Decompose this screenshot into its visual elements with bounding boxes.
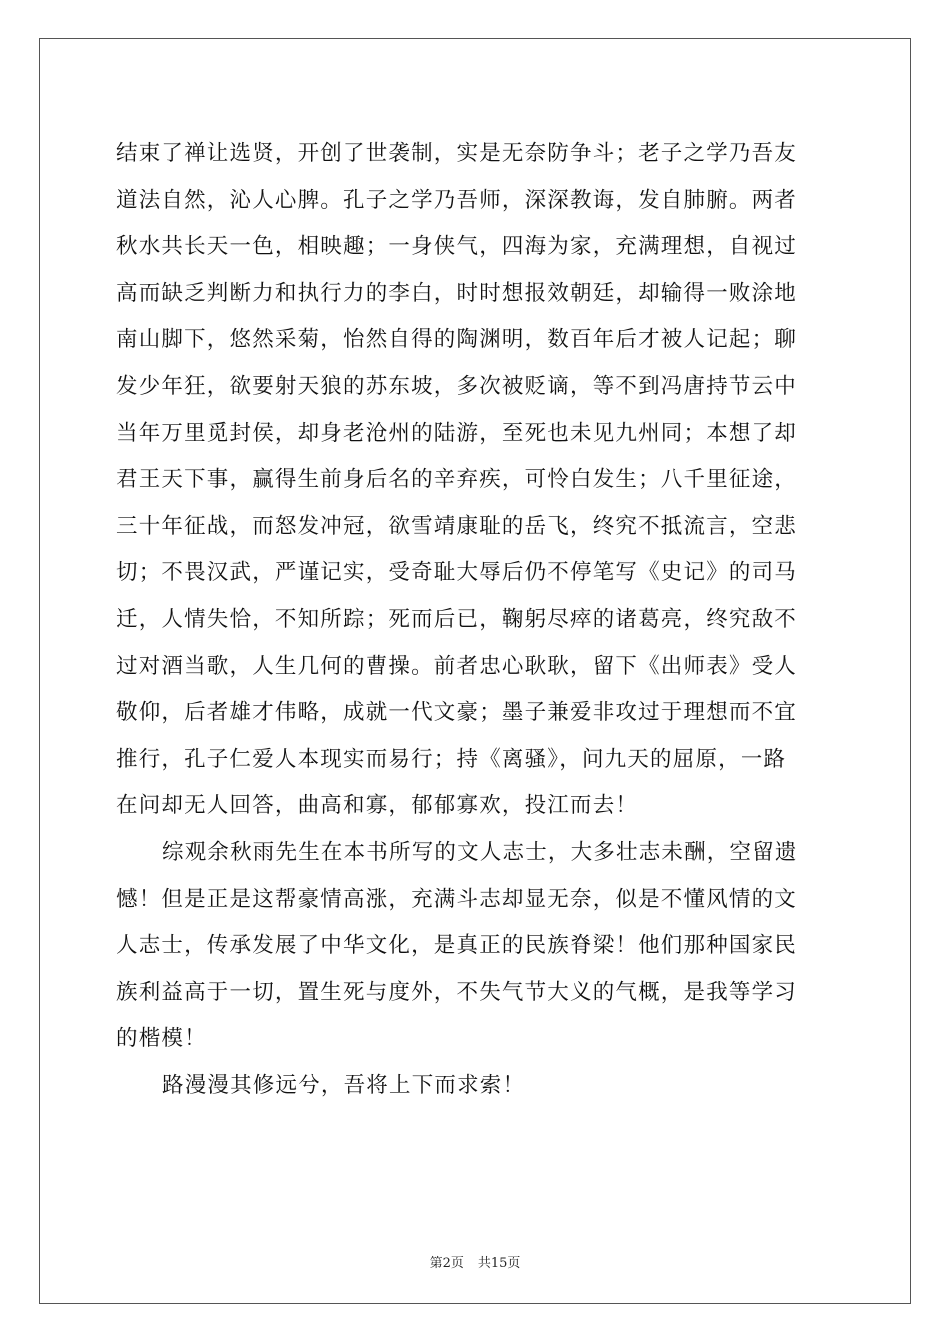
text-line: 迁，人情失恰，不知所踪；死而后已，鞠躬尽瘁的诸葛亮，终究敌不: [116, 606, 798, 632]
text-line: 憾！但是正是这帮豪情高涨，充满斗志却显无奈，似是不懂风情的文: [116, 886, 798, 912]
total-pages: 共15页: [477, 1256, 521, 1271]
text-line: 推行，孔子仁爱人本现实而易行；持《离骚》，问九天的屈原，一路: [116, 746, 787, 772]
paragraph-first-line: 综观余秋雨先生在本书所写的文人志士，大多壮志未酬，空留遗: [162, 839, 798, 865]
text-line: 结束了禅让选贤，开创了世袭制，实是无奈防争斗；老子之学乃吾友: [116, 141, 798, 166]
text-line: 君王天下事，赢得生前身后名的辛弃疾，可怜白发生；八千里征途，: [116, 467, 798, 493]
paragraph-first-line: 路漫漫其修远兮，吾将上下而求索！: [162, 1072, 526, 1098]
text-line: 高而缺乏判断力和执行力的李白，时时想报效朝廷，却输得一败涂地: [116, 280, 798, 306]
text-line: 切；不畏汉武，严谨记实，受奇耻大辱后仍不停笔写《史记》的司马: [116, 560, 798, 586]
text-line: 的楷模！: [116, 1026, 207, 1052]
text-line: 三十年征战，而怒发冲冠，欲雪靖康耻的岳飞，终究不抵流言，空悲: [116, 513, 798, 539]
page-footer: [0, 1252, 950, 1271]
text-line: 道法自然，沁人心脾。孔子之学乃吾师，深深教诲，发自肺腑。两者: [116, 187, 798, 213]
document-body: [116, 131, 836, 1109]
text-line: 南山脚下，悠然采菊，怡然自得的陶渊明，数百年后才被人记起；聊: [116, 327, 798, 353]
text-line: 人志士，传承发展了中华文化，是真正的民族脊梁！他们那种国家民: [116, 933, 798, 959]
page-number: 第2页: [429, 1256, 464, 1271]
text-line: 秋水共长天一色，相映趣；一身侠气，四海为家，充满理想，自视过: [116, 234, 798, 260]
text-line: 当年万里觅封侯，却身老沧州的陆游，至死也未见九州同；本想了却: [116, 420, 798, 446]
text-line: 敬仰，后者雄才伟略，成就一代文豪；墨子兼爱非攻过于理想而不宜: [116, 700, 798, 726]
text-line: 过对酒当歌，人生几何的曹操。前者忠心耿耿，留下《出师表》受人: [116, 653, 798, 679]
text-line: 族利益高于一切，置生死与度外，不失气节大义的气概，是我等学习: [116, 979, 798, 1005]
text-line: 在问却无人回答，曲高和寡，郁郁寡欢，投江而去！: [116, 793, 639, 819]
text-line: 发少年狂，欲要射天狼的苏东坡，多次被贬谪，等不到冯唐持节云中: [116, 373, 798, 399]
